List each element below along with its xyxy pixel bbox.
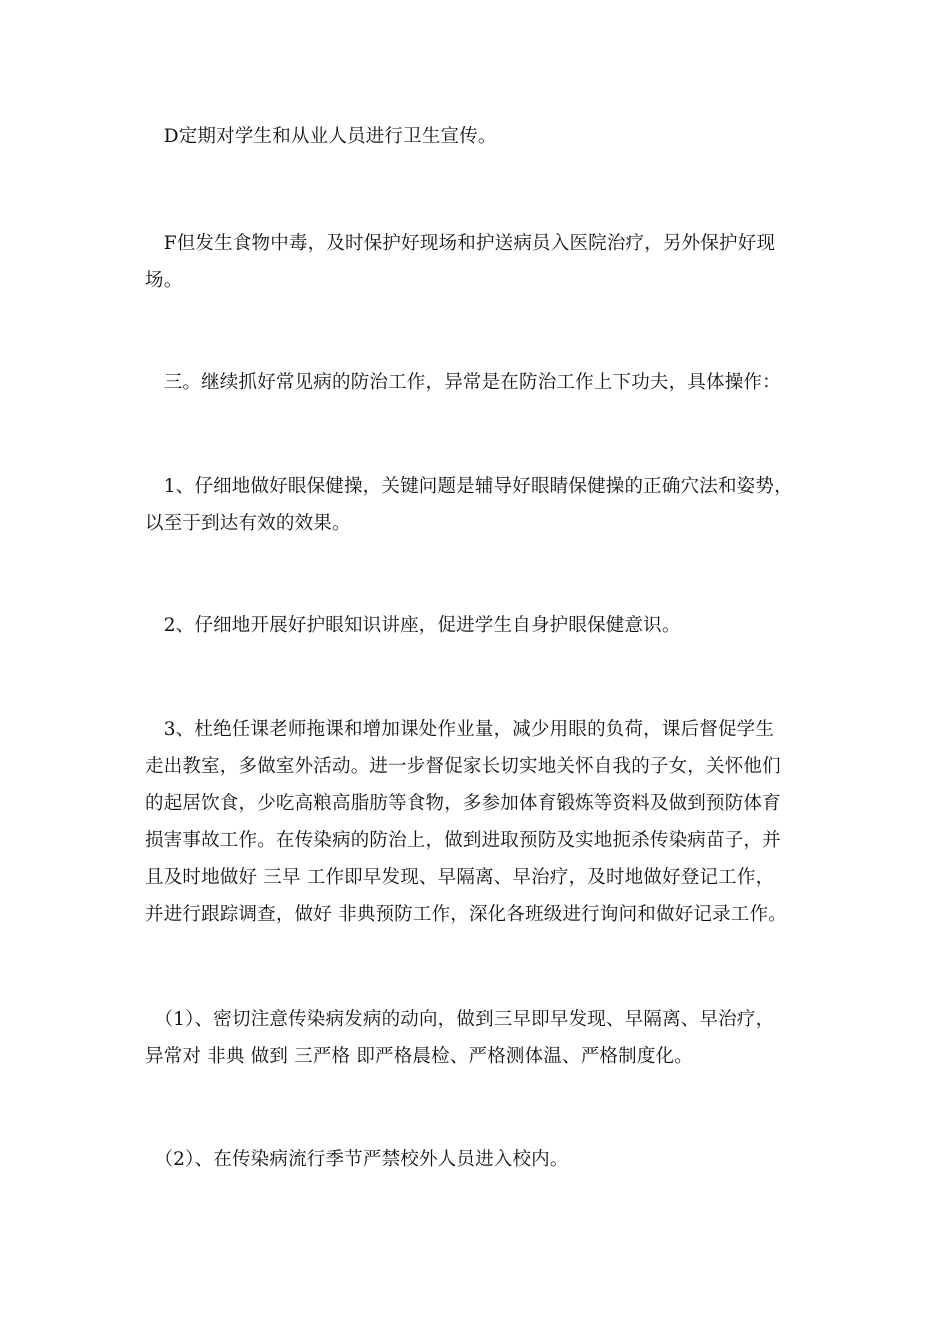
paragraph-hygiene-publicity [145, 118, 807, 155]
text-line: 损害事故工作。在传染病的防治上，做到进取预防及实地扼杀传染病苗子，并 [145, 830, 781, 851]
text-line: 的起居饮食，少吃高粮高脂肪等食物，多参加体育锻炼等资料及做到预防体育 [145, 793, 781, 814]
text-line: 3、杜绝任课老师拖课和增加课处作业量，减少用眼的负荷，课后督促学生 [145, 719, 775, 740]
paragraph-eye-exercise [145, 468, 807, 542]
text-line: 以至于到达有效的效果。 [145, 513, 351, 534]
text-line: F但发生食物中毒，及时保护好现场和护送病员入医院治疗，另外保护好现 [145, 233, 776, 254]
paragraph-reduce-eye-load [145, 711, 807, 933]
text-line: D定期对学生和从业人员进行卫生宣传。 [145, 126, 497, 147]
text-line: 走出教室，多做室外活动。进一步督促家长切实地关怀自我的子女，关怀他们 [145, 756, 781, 777]
text-line: 并进行跟踪调查，做好 非典预防工作，深化各班级进行询问和做好记录工作。 [145, 904, 787, 925]
text-line: 异常对 非典 做到 三严格 即严格晨检、严格测体温、严格制度化。 [145, 1046, 693, 1067]
text-line: 三。继续抓好常见病的防治工作，异常是在防治工作上下功夫，具体操作： [145, 372, 781, 393]
paragraph-visitor-ban [145, 1141, 807, 1178]
text-line: （1）、密切注意传染病发病的动向，做到三早即早发现、早隔离、早治疗， [145, 1009, 775, 1030]
section-heading-common-disease [145, 364, 807, 401]
text-line: 1、仔细地做好眼保健操，关键问题是辅导好眼睛保健操的正确穴法和姿势， [145, 476, 793, 497]
text-line: 且及时地做好 三早 工作即早发现、早隔离、早治疗，及时地做好登记工作， [145, 867, 775, 888]
text-line: 场。 [145, 270, 183, 291]
paragraph-eye-lecture [145, 607, 807, 644]
paragraph-epidemic-monitoring [145, 1001, 807, 1075]
paragraph-food-poisoning [145, 225, 807, 299]
text-line: 2、仔细地开展好护眼知识讲座，促进学生自身护眼保健意识。 [145, 615, 681, 636]
text-line: （2）、在传染病流行季节严禁校外人员进入校内。 [145, 1149, 569, 1170]
